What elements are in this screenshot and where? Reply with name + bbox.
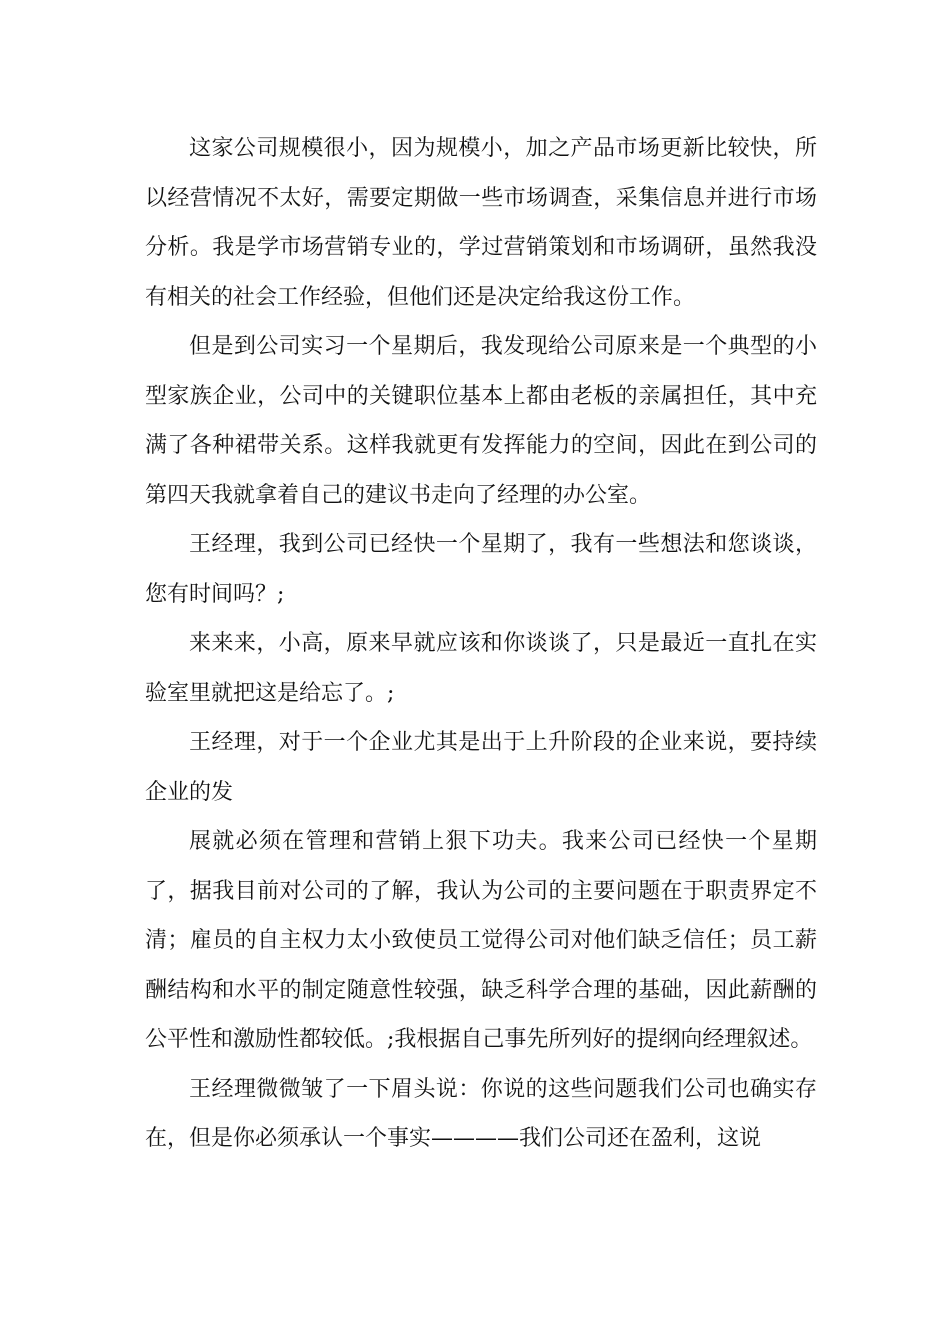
paragraph: 王经理，对于一个企业尤其是出于上升阶段的企业来说，要持续企业的发 (145, 730, 817, 805)
paragraph: 这家公司规模很小，因为规模小，加之产品市场更新比较快，所以经营情况不太好，需要定期做一些市场调查，采集信息并进行市场分析。我是学市场营销专业的，学过营销策划和市场调研，虽然我没有相关的社会工作经验，但他们还是决定给我这份工作。 (145, 136, 817, 310)
paragraph: 但是到公司实习一个星期后，我发现给公司原来是一个典型的小型家族企业，公司中的关键职位基本上都由老板的亲属担任，其中充满了各种裙带关系。这样我就更有发挥能力的空间，因此在到公司的第四天我就拿着自己的建议书走向了经理的办公室。 (145, 334, 817, 508)
paragraph: 王经理，我到公司已经快一个星期了，我有一些想法和您谈谈，您有时间吗？; (145, 532, 817, 607)
document-body (145, 124, 817, 1164)
paragraph: 王经理微微皱了一下眉头说：你说的这些问题我们公司也确实存在，但是你必须承认一个事实————我们公司还在盈利，这说 (145, 1076, 817, 1151)
paragraph: 展就必须在管理和营销上狠下功夫。我来公司已经快一个星期了，据我目前对公司的了解，我认为公司的主要问题在于职责界定不清；雇员的自主权力太小致使员工觉得公司对他们缺乏信任；员工薪酬结构和水平的制定随意性较强，缺乏科学合理的基础，因此薪酬的公平性和激励性都较低。;我根据自己事先所列好的提纲向经理叙述。 (145, 829, 817, 1052)
paragraph: 来来来，小高，原来早就应该和你谈谈了，只是最近一直扎在实验室里就把这是给忘了。; (145, 631, 817, 706)
